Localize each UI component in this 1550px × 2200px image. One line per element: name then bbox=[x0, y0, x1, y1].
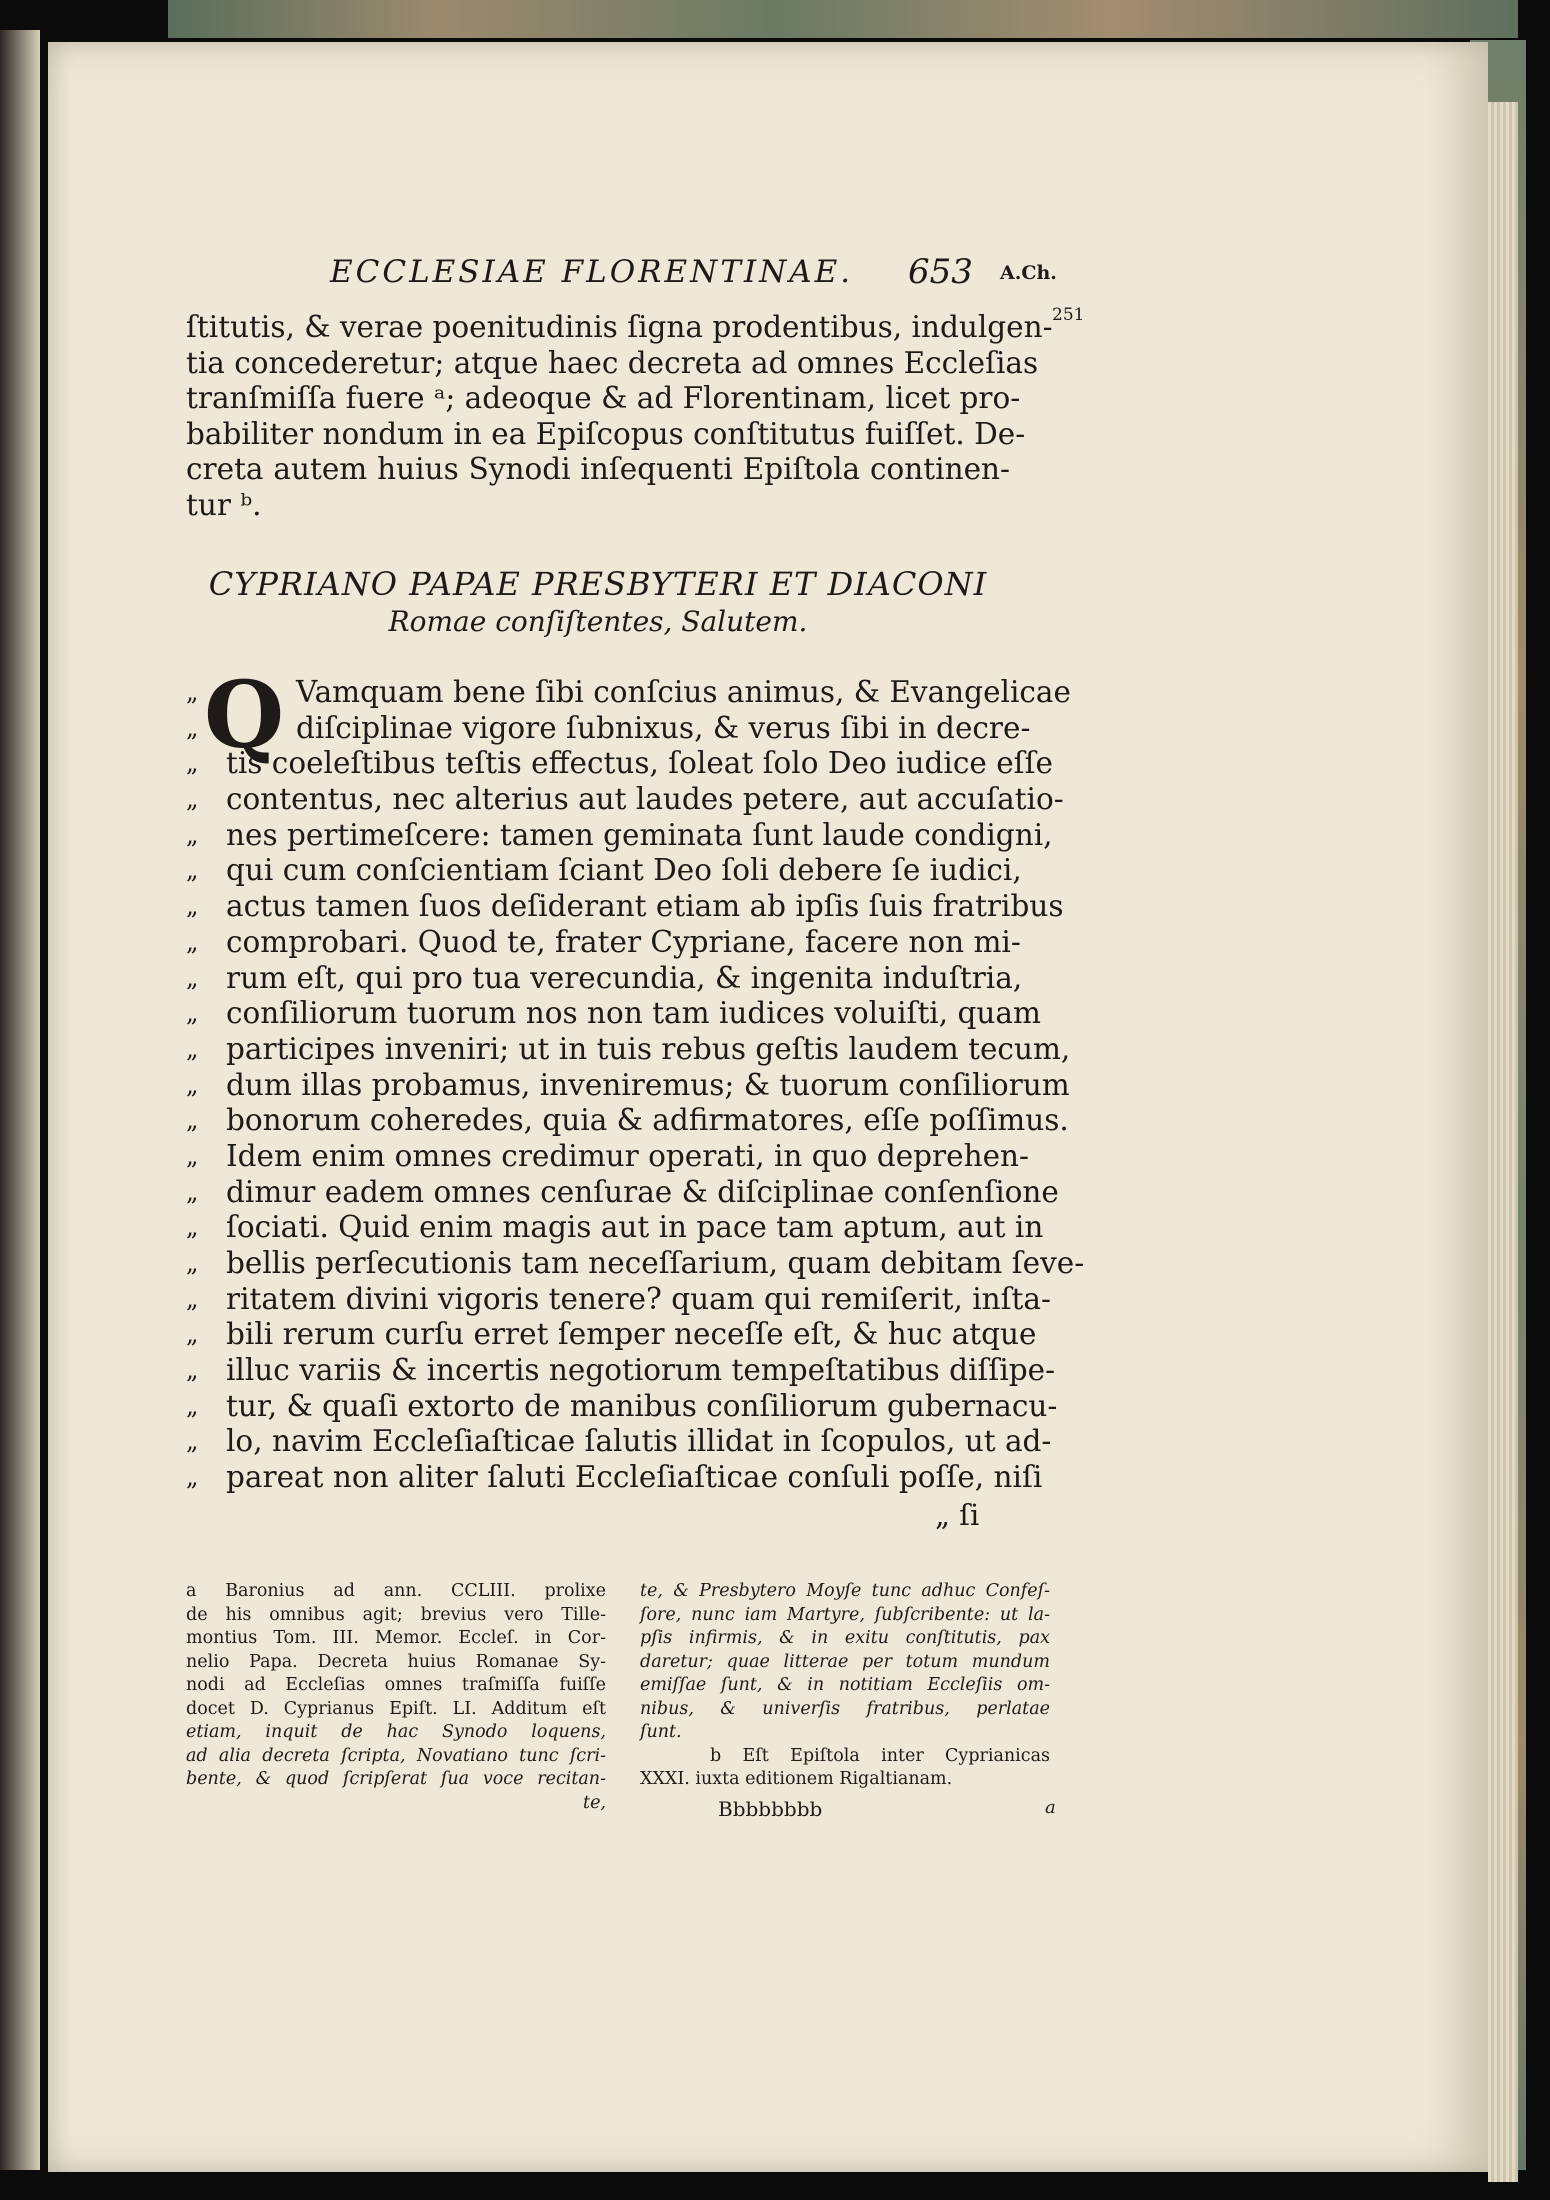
letter-line bbox=[186, 1388, 1058, 1425]
letter-line bbox=[186, 1424, 1052, 1460]
letter-line bbox=[186, 889, 1064, 925]
footnote-line: docet D. Cyprianus Epiſt. LI. Additum eſt bbox=[186, 1698, 606, 1719]
letter-line bbox=[186, 1138, 1030, 1175]
quote-mark: „ bbox=[186, 1427, 199, 1456]
footnote-line: nibus, & univerſis fratribus, perlatae bbox=[640, 1698, 1050, 1719]
page-stack-edge bbox=[1488, 102, 1518, 2182]
quote-mark: „ bbox=[186, 856, 199, 885]
letter-line bbox=[186, 675, 1071, 711]
text-line: tur ᵇ. bbox=[186, 487, 262, 522]
footnote-a bbox=[186, 1580, 606, 1815]
quote-mark: „ bbox=[186, 1034, 199, 1063]
marbled-top-edge bbox=[168, 0, 1518, 38]
letter-line-text: ſociati. Quid enim magis aut in pace tam aptum, aut in bbox=[226, 1210, 1044, 1245]
letter-subheading: Romae conſiſtentes, Salutem. bbox=[388, 605, 808, 638]
quote-mark: „ bbox=[186, 820, 199, 849]
letter-line bbox=[186, 1031, 1071, 1068]
letter-line-text: diſciplinae vigore ſubnixus, & verus ſibi in decre- bbox=[296, 710, 1031, 745]
footnote-line: te, bbox=[583, 1792, 606, 1813]
quote-mark: „ bbox=[186, 892, 199, 921]
footnote-b-line: b Eſt Epiſtola inter Cyprianicas bbox=[710, 1745, 1050, 1766]
letter-line bbox=[186, 961, 1026, 997]
quote-mark: „ bbox=[186, 1356, 199, 1385]
quote-mark: „ bbox=[186, 713, 199, 742]
letter-line-text: tis coeleſtibus teſtis effectus, ſoleat ſolo Deo iudice eſſe bbox=[226, 746, 1053, 781]
running-header bbox=[330, 254, 1075, 294]
letter-line bbox=[186, 1103, 1069, 1139]
footnote-line: pſis infirmis, & in exitu conſtitutis, pax bbox=[640, 1628, 1050, 1648]
letter-line-text: Vamquam bene ſibi conſcius animus, & Evangelicae bbox=[296, 675, 1071, 709]
footnote-line: daretur; quae litterae per totum mundum bbox=[640, 1651, 1050, 1672]
running-title: ECCLESIAE FLORENTINAE. bbox=[330, 254, 854, 290]
text-line: creta autem huius Synodi inſequenti Epiſtola continen- bbox=[186, 452, 1010, 486]
quote-mark: „ bbox=[186, 678, 199, 706]
letter-line bbox=[186, 1246, 1085, 1282]
letter-line-text: conſiliorum tuorum nos non tam iudices voluiſti, quam bbox=[226, 996, 1041, 1031]
letter-line bbox=[186, 853, 1026, 889]
letter-line-text: nes pertimeſcere: tamen geminata ſunt laude condigni, bbox=[226, 817, 1053, 852]
page-number: 653 bbox=[908, 252, 973, 292]
quote-mark: „ bbox=[186, 1391, 199, 1420]
quote-mark: „ bbox=[186, 1141, 199, 1170]
text-line: tia concederetur; atque haec decreta ad omnes Eccleſias bbox=[186, 345, 1039, 380]
text-line: babiliter nondum in ea Epiſcopus conſtitutus fuiſſet. De- bbox=[186, 416, 1026, 451]
footnote-line: ſunt. bbox=[640, 1722, 682, 1742]
footnote-line: te, & Presbytero Moyſe tunc adhuc Confeſ- bbox=[640, 1581, 1050, 1601]
footnote-line: nelio Papa. Decreta huius Romanae Sy- bbox=[186, 1651, 606, 1672]
letter-line-text: illuc variis & incertis negotiorum tempeſtatibus diſſipe- bbox=[226, 1353, 1056, 1388]
footnote-line: bente, & quod ſcripſerat ſua voce recitan- bbox=[186, 1769, 606, 1789]
footnote-b-line: XXXI. iuxta editionem Rigaltianam. bbox=[640, 1769, 953, 1789]
letter-line bbox=[186, 710, 1031, 747]
catchword: „ ſi bbox=[935, 1498, 980, 1532]
letter-line-text: qui cum conſcientiam ſciant Deo ſoli debere ſe iudici, bbox=[226, 853, 1022, 888]
footnote-continuation bbox=[640, 1580, 1050, 1792]
letter-line bbox=[186, 1067, 1070, 1104]
footnote-line: de his omnibus agit; brevius vero Tille- bbox=[186, 1604, 606, 1625]
letter-line bbox=[186, 782, 1064, 818]
letter-line-text: participes inveniri; ut in tuis rebus geſtis laudem tecum, bbox=[226, 1031, 1071, 1066]
quote-mark: „ bbox=[186, 1106, 199, 1135]
letter-line-text: bili rerum curſu erret ſemper neceſſe eſt, & huc atque bbox=[226, 1317, 1037, 1352]
letter-line-text: comprobari. Quod te, frater Cypriane, facere non mi- bbox=[226, 924, 1021, 959]
letter-line bbox=[186, 996, 1041, 1032]
footnote-line: ad alia decreta ſcripta, Novatiano tunc ſcri- bbox=[186, 1745, 606, 1766]
letter-line-text: Idem enim omnes credimur operati, in quo deprehen- bbox=[226, 1138, 1030, 1173]
footnote-line: ſore, nunc iam Martyre, ſubſcribente: ut la- bbox=[640, 1604, 1050, 1625]
footnote-line: emiſſae ſunt, & in notitiam Eccleſiis om- bbox=[640, 1675, 1050, 1695]
quote-mark: „ bbox=[186, 963, 199, 992]
intro-paragraph bbox=[186, 310, 1053, 523]
quote-mark: „ bbox=[186, 1213, 199, 1242]
quote-mark: „ bbox=[186, 927, 199, 956]
text-line: ſtitutis, & verae poenitudinis ſigna prodentibus, indulgen- bbox=[186, 310, 1053, 344]
footnote-line: nodi ad Eccleſias omnes traſmiſſa fuiſſe bbox=[186, 1675, 606, 1695]
margin-year: 251 bbox=[1052, 305, 1085, 325]
letter-line-text: dimur eadem omnes cenſurae & diſciplinae conſenſione bbox=[226, 1174, 1059, 1209]
quote-mark: „ bbox=[186, 1177, 199, 1206]
letter-line-text: lo, navim Eccleſiaſticae ſalutis illidat in ſcopulos, ut ad- bbox=[226, 1424, 1052, 1459]
letter-line bbox=[186, 1317, 1037, 1353]
letter-line-text: bonorum coheredes, quia & adfirmatores, eſſe poſſimus. bbox=[226, 1103, 1069, 1138]
quote-mark: „ bbox=[186, 1284, 199, 1313]
letter-heading: CYPRIANO PAPAE PRESBYTERI ET DIACONI bbox=[208, 565, 988, 603]
quote-mark: „ bbox=[186, 749, 199, 778]
footnote-line: montius Tom. III. Memor. Eccleſ. in Cor- bbox=[186, 1628, 606, 1648]
quote-mark: „ bbox=[186, 1070, 199, 1099]
letter-line-text: rum eſt, qui pro tua verecundia, & ingenita induſtria, bbox=[226, 960, 1023, 995]
letter-line bbox=[186, 1460, 1043, 1496]
quote-mark: „ bbox=[186, 999, 199, 1028]
drop-cap: Q bbox=[204, 661, 285, 769]
letter-line bbox=[186, 1174, 1059, 1211]
letter-line bbox=[186, 1353, 1056, 1389]
text-line: tranſmiſſa fuere ᵃ; adeoque & ad Florentinam, licet pro- bbox=[186, 381, 1021, 415]
footnote-catchword: a bbox=[1045, 1797, 1056, 1818]
letter-line bbox=[186, 746, 1053, 782]
letter-line-text: dum illas probamus, inveniremus; & tuorum conſiliorum bbox=[226, 1067, 1070, 1102]
letter-line bbox=[186, 925, 1026, 961]
signature-mark: Bbbbbbbb bbox=[718, 1797, 823, 1821]
letter-line-text: ritatem divini vigoris tenere? quam qui remiſerit, inſta- bbox=[226, 1281, 1051, 1316]
letter-line-text: bellis perſecutionis tam neceſſarium, quam debitam ſeve- bbox=[226, 1246, 1085, 1280]
letter-line bbox=[186, 1281, 1051, 1318]
letter-line-text: contentus, nec alterius aut laudes petere, aut accuſatio- bbox=[226, 782, 1064, 817]
footnote-line: etiam, inquit de hac Synodo loquens, bbox=[186, 1722, 606, 1742]
footnote-line: a Baronius ad ann. CCLIII. prolixe bbox=[186, 1581, 606, 1601]
quote-mark: „ bbox=[186, 785, 199, 814]
letter-line-text: pareat non aliter ſaluti Eccleſiaſticae conſuli poſſe, niſi bbox=[226, 1460, 1043, 1495]
facing-page-edge bbox=[0, 30, 40, 2170]
quote-mark: „ bbox=[186, 1320, 199, 1349]
letter-body bbox=[186, 661, 1085, 1496]
letter-line bbox=[186, 1210, 1044, 1246]
margin-label-anno: A.Ch. bbox=[1000, 262, 1057, 284]
letter-line-text: actus tamen ſuos deſiderant etiam ab ipſis ſuis fratribus bbox=[226, 889, 1064, 924]
quote-mark: „ bbox=[186, 1249, 199, 1277]
letter-line bbox=[186, 817, 1053, 854]
letter-line-text: tur, & quaſi extorto de manibus conſiliorum gubernacu- bbox=[226, 1388, 1058, 1423]
quote-mark: „ bbox=[186, 1463, 199, 1492]
